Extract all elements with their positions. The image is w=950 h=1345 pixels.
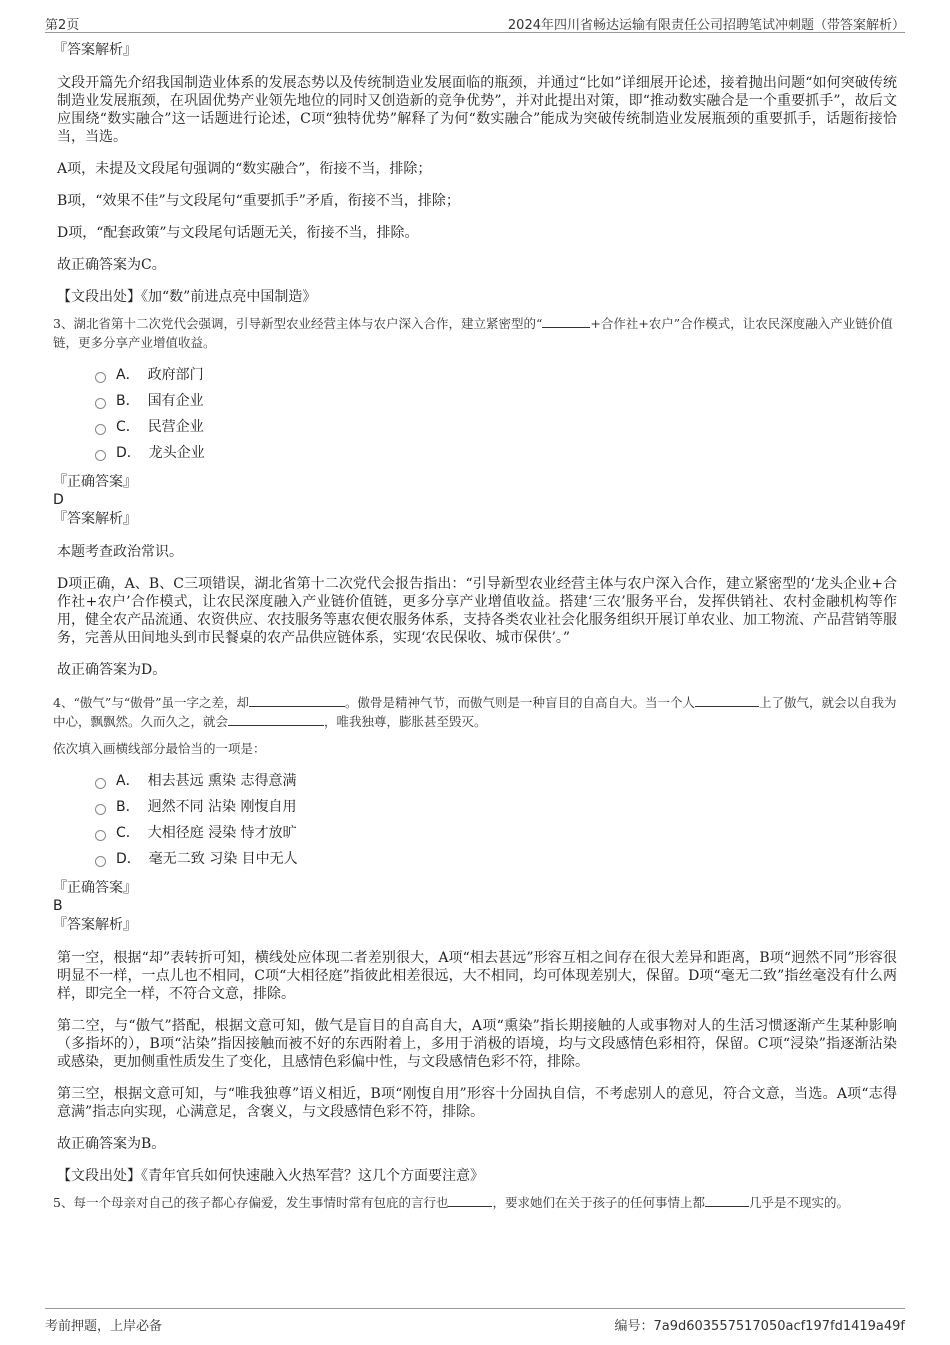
analysis-paragraph: D项，“配套政策”与文段尾句话题无关，衔接不当，排除。 xyxy=(57,225,419,241)
correct-answer-label: 『正确答案』 xyxy=(53,880,137,896)
radio-button[interactable] xyxy=(95,372,106,383)
page-header xyxy=(45,10,905,33)
analysis-label: 『答案解析』 xyxy=(53,42,137,58)
answer-conclusion: 故正确答案为C。 xyxy=(57,257,166,273)
page-number: 第2页 xyxy=(45,18,80,33)
fill-blank xyxy=(448,1194,492,1207)
fill-blank xyxy=(695,694,759,707)
analysis-paragraph: D项正确，A、B、C三项错误，湖北省第十二次党代会报告指出：“引导新型农业经营主体与农户深入合作，建立紧密型的‘龙头企业+合作社+农户’合作模式，让农民深度融入产业链价值链，更多分享产业增值收益。搭建‘三农’服务平台，发挥供销社、农村金融机构等作用，健全农产品流通、农资供应、农技服务等惠农便农服务体系，支持各类农业社会化服务组织开展订单农业、加工物流、产品营销等服务，完善从田间地头到市民餐桌的农产品供应链体系，实现‘农民保收、城市保供’。” xyxy=(57,576,897,646)
source-citation: 【文段出处】《青年官兵如何快速融入火热军营？这几个方面要注意》 xyxy=(57,1168,484,1184)
option-a[interactable]: A． 相去甚远 熏染 志得意满 xyxy=(95,768,897,794)
question-instruction: 依次填入画横线部分最恰当的一项是： xyxy=(53,741,266,756)
document-id: 编号：7a9d603557517050acf197fd1419a49f xyxy=(614,1319,905,1334)
correct-answer-label: 『正确答案』 xyxy=(53,474,137,490)
analysis-paragraph: A项，未提及文段尾句强调的“数实融合”，衔接不当，排除； xyxy=(57,161,432,177)
radio-button[interactable] xyxy=(95,804,106,815)
source-citation: 【文段出处】《加“数”前进点亮中国制造》 xyxy=(57,289,317,305)
option-c[interactable]: C． 民营企业 xyxy=(95,414,897,440)
analysis-paragraph: 第二空，与“傲气”搭配，根据文意可知，傲气是盲目的自高自大，A项“熏染”指长期接触的人或事物对人的生活习惯逐渐产生某种影响（多指坏的），B项“沾染”指因接触而被不好的东西附着上，多用于消极的语境，均与文段感情色彩相符，保留。C项“浸染”指逐渐沾染或感染，更加侧重性质发生了变化，且感情色彩偏中性，与文段感情色彩不符，排除。 xyxy=(57,1018,897,1070)
analysis-paragraph: 第三空，根据文意可知，与“唯我独尊”语义相近，B项“刚愎自用”形容十分固执自信，不考虑别人的意见，符合文意，当选。A项“志得意满”指志向实现，心满意足，含褒义，与文段感情色彩不符，排除。 xyxy=(57,1086,897,1120)
radio-button[interactable] xyxy=(95,424,106,435)
fill-blank xyxy=(228,713,324,726)
radio-button[interactable] xyxy=(95,830,106,841)
correct-answer: D xyxy=(53,492,64,508)
option-list xyxy=(95,362,897,466)
option-b[interactable]: B． 迥然不同 沾染 刚愎自用 xyxy=(95,794,897,820)
footer-slogan: 考前押题，上岸必备 xyxy=(45,1319,163,1334)
question-stem: 5、每一个母亲对自己的孩子都心存偏爱，发生事情时常有包庇的言行也 ，要求她们在关于孩子的任何事情上都 几乎是不现实的。 xyxy=(53,1195,849,1210)
analysis-label: 『答案解析』 xyxy=(53,511,137,527)
analysis-paragraph: 文段开篇先介绍我国制造业体系的发展态势以及传统制造业发展面临的瓶颈，并通过“比如”详细展开论述，接着抛出问题“如何突破传统制造业发展瓶颈，在巩固优势产业领先地位的同时又创造新的竞争优势”，并对此提出对策，即“推动数实融合是一个重要抓手”，故后文应围绕“数实融合”这一话题进行论述，C项“独特优势”解释了为何“数实融合”能成为突破传统制造业发展瓶颈的重要抓手，话题衔接恰当，当选。 xyxy=(57,75,897,145)
document-title: 2024年四川省畅达运输有限责任公司招聘笔试冲刺题（带答案解析） xyxy=(507,18,905,33)
page-footer xyxy=(45,1308,905,1335)
correct-answer: B xyxy=(53,898,63,914)
analysis-paragraph: B项，“效果不佳”与文段尾句“重要抓手”矛盾，衔接不当，排除； xyxy=(57,193,460,209)
analysis-paragraph: 本题考查政治常识。 xyxy=(57,544,183,560)
fill-blank xyxy=(249,694,345,707)
radio-button[interactable] xyxy=(95,778,106,789)
option-c[interactable]: C． 大相径庭 浸染 恃才放旷 xyxy=(95,820,897,846)
option-b[interactable]: B． 国有企业 xyxy=(95,388,897,414)
analysis-label: 『答案解析』 xyxy=(53,917,137,933)
analysis-paragraph: 第一空，根据“却”表转折可知，横线处应体现二者差别很大，A项“相去甚远”形容互相之间存在很大差异和距离，B项“迥然不同”形容很明显不一样，一点儿也不相同，C项“大相径庭”指彼此相差很远，大不相同，均可体现差别大，保留。D项“毫无二致”指丝毫没有什么两样，即完全一样，不符合文意，排除。 xyxy=(57,950,897,1002)
answer-conclusion: 故正确答案为B。 xyxy=(57,1136,166,1152)
question-stem: 3、湖北省第十二次党代会强调，引导新型农业经营主体与农户深入合作，建立紧密型的“ +合作社+农户”合作模式，让农民深度融入产业链价值链，更多分享产业增值收益。 xyxy=(53,316,893,350)
answer-conclusion: 故正确答案为D。 xyxy=(57,662,167,678)
radio-button[interactable] xyxy=(95,450,106,461)
page-content xyxy=(53,40,897,1212)
option-d[interactable]: D． 毫无二致 习染 目中无人 xyxy=(95,846,897,872)
option-list xyxy=(95,768,897,872)
fill-blank xyxy=(542,315,590,328)
option-d[interactable]: D． 龙头企业 xyxy=(95,440,897,466)
question-stem: 4、“傲气”与“傲骨”虽一字之差，却 。傲骨是精神气节，而傲气则是一种盲目的自高自大。当一个人 上了傲气，就会以自我为中心，飘飘然。久而久之，就会 ，唯我独尊，膨胀甚至毁灭。 xyxy=(53,695,897,729)
fill-blank xyxy=(705,1194,749,1207)
option-a[interactable]: A． 政府部门 xyxy=(95,362,897,388)
radio-button[interactable] xyxy=(95,398,106,409)
radio-button[interactable] xyxy=(95,856,106,867)
